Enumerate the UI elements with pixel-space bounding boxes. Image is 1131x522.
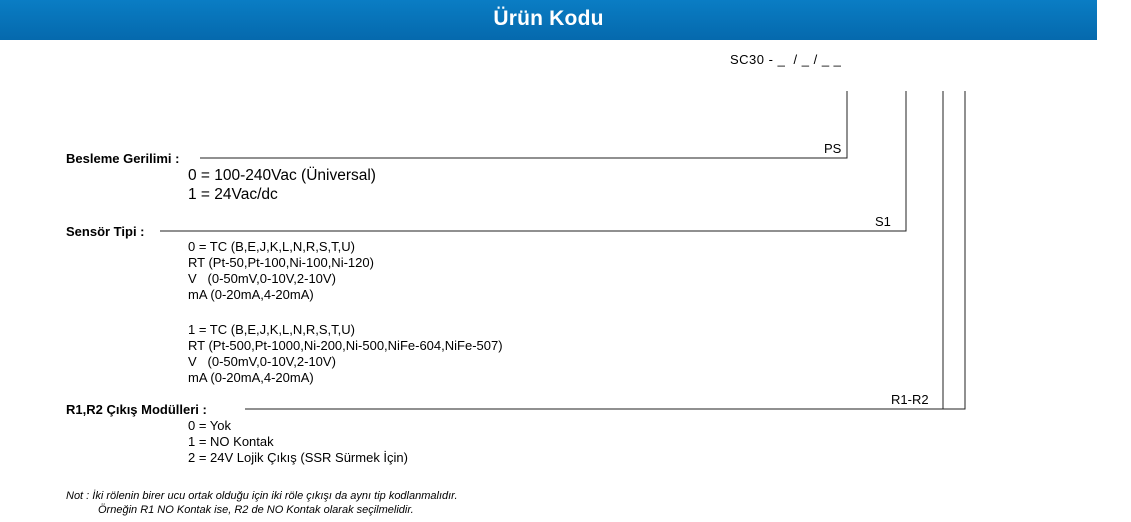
connector-ps bbox=[200, 91, 847, 158]
sensor-label: Sensör Tipi : bbox=[66, 224, 145, 239]
supply-option-1: 1 = 24Vac/dc bbox=[188, 186, 278, 203]
sensor-group1-line: V (0-50mV,0-10V,2-10V) bbox=[188, 354, 336, 369]
sensor-group0-line: V (0-50mV,0-10V,2-10V) bbox=[188, 271, 336, 286]
output-option-2: 2 = 24V Lojik Çıkış (SSR Sürmek İçin) bbox=[188, 450, 408, 465]
sensor-group1-line: 1 = TC (B,E,J,K,L,N,R,S,T,U) bbox=[188, 322, 355, 337]
sensor-group0-line: 0 = TC (B,E,J,K,L,N,R,S,T,U) bbox=[188, 239, 355, 254]
tag-s1: S1 bbox=[875, 214, 891, 229]
product-code: SC30 - _ / _ / _ _ bbox=[730, 52, 842, 67]
note-line-2: Örneğin R1 NO Kontak ise, R2 de NO Kontak olarak seçilmelidir. bbox=[98, 504, 414, 516]
sensor-group0-line: RT (Pt-50,Pt-100,Ni-100,Ni-120) bbox=[188, 255, 374, 270]
page-title: Ürün Kodu bbox=[493, 7, 604, 30]
sensor-group0-line: mA (0-20mA,4-20mA) bbox=[188, 287, 314, 302]
tag-r1r2: R1-R2 bbox=[891, 392, 929, 407]
output-option-0: 0 = Yok bbox=[188, 418, 232, 433]
sensor-group1-line: RT (Pt-500,Pt-1000,Ni-200,Ni-500,NiFe-604,NiFe-507) bbox=[188, 338, 503, 353]
sensor-group1-line: mA (0-20mA,4-20mA) bbox=[188, 370, 314, 385]
output-label: R1,R2 Çıkış Modülleri : bbox=[66, 402, 207, 417]
tag-ps: PS bbox=[824, 141, 842, 156]
supply-option-0: 0 = 100-240Vac (Üniversal) bbox=[188, 167, 376, 184]
supply-label: Besleme Gerilimi : bbox=[66, 151, 180, 166]
note-line-1: Not : İki rölenin birer ucu ortak olduğu için iki röle çıkışı da aynı tip kodlanmalıdır. bbox=[66, 490, 458, 502]
output-option-1: 1 = NO Kontak bbox=[188, 434, 274, 449]
connector-s1 bbox=[160, 91, 906, 231]
